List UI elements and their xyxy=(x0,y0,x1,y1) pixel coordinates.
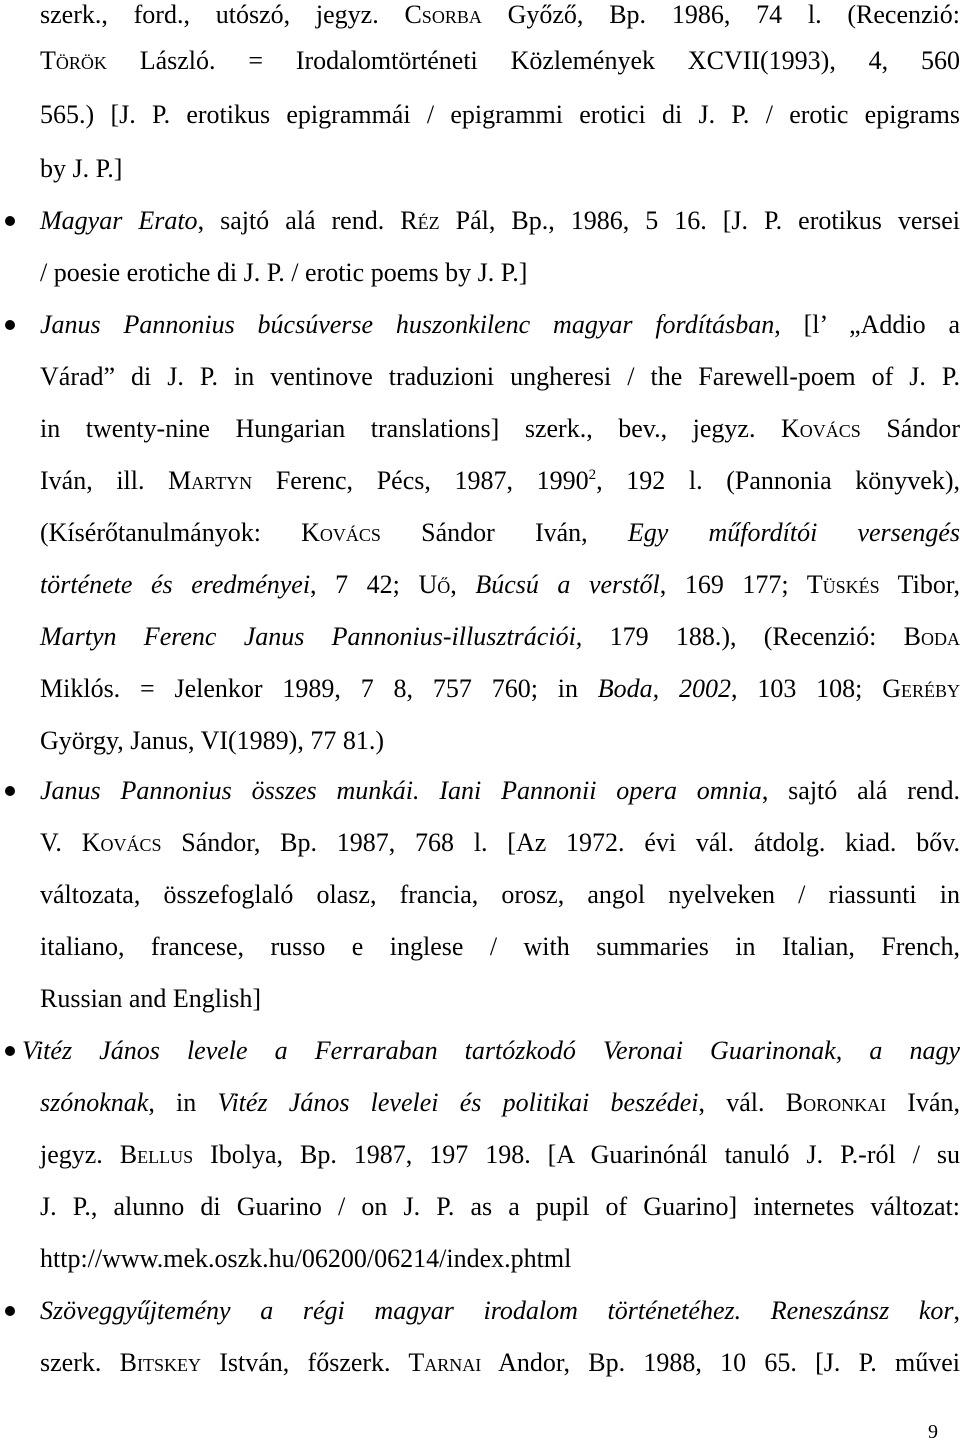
text-line: Martyn Ferenc Janus Pannonius-illusztrációi, 179 188.), (Recenzió: Boda xyxy=(40,622,960,651)
bullet-icon xyxy=(5,786,15,796)
url-link[interactable]: http://www.mek.oszk.hu/06200/06214/index.phtml xyxy=(40,1244,572,1273)
text-line: 565.) [J. P. erotikus epigrammái / epigrammi erotici di J. P. / erotic epigrams xyxy=(40,100,960,129)
text-line: by J. P.] xyxy=(40,154,123,183)
text-line: Szöveggyűjtemény a régi magyar irodalom történetéhez. Reneszánsz kor, xyxy=(40,1296,960,1325)
text-line: története és eredményei, 7 42; Uő, Búcsú a verstől, 169 177; Tüskés Tibor, xyxy=(40,570,960,599)
text-line: szónoknak, in Vitéz János levelei és politikai beszédei, vál. Boronkai Iván, xyxy=(40,1088,960,1117)
text-line: Janus Pannonius búcsúverse huszonkilenc magyar fordításban, [l’ „Addio a xyxy=(40,310,960,339)
text-line: Magyar Erato, sajtó alá rend. Réz Pál, Bp., 1986, 5 16. [J. P. erotikus versei xyxy=(40,206,960,235)
text-line: Török László. = Irodalomtörténeti Közlemények XCVII(1993), 4, 560 xyxy=(40,46,960,75)
text-line: György, Janus, VI(1989), 77 81.) xyxy=(40,726,384,755)
text-line: Janus Pannonius összes munkái. Iani Pannonii opera omnia, sajtó alá rend. xyxy=(40,776,960,805)
page-number: 9 xyxy=(928,1421,938,1443)
text-line: Várad” di J. P. in ventinove traduzioni ungheresi / the Farewell-poem of J. P. xyxy=(40,362,960,391)
text-line: (Kísérőtanulmányok: Kovács Sándor Iván, Egy műfordítói versengés xyxy=(40,518,960,547)
text-line: Russian and English] xyxy=(40,984,261,1013)
text-line: Iván, ill. Martyn Ferenc, Pécs, 1987, 1990$^2$, 192 l. (Pannonia könyvek), xyxy=(40,466,960,495)
text-line: Vitéz János levele a Ferraraban tartózkodó Veronai Guarinonak, a nagy xyxy=(22,1036,960,1065)
text-line: / poesie erotiche di J. P. / erotic poems by J. P.] xyxy=(40,258,528,287)
text-line: Miklós. = Jelenkor 1989, 7 8, 757 760; in Boda, 2002, 103 108; Geréby xyxy=(40,674,960,703)
text-line: italiano, francese, russo e inglese / with summaries in Italian, French, xyxy=(40,932,960,961)
text-line: in twenty-nine Hungarian translations] szerk., bev., jegyz. Kovács Sándor xyxy=(40,414,960,443)
bullet-icon xyxy=(5,320,15,330)
text-line: szerk. Bitskey István, főszerk. Tarnai Andor, Bp. 1988, 10 65. [J. P. művei xyxy=(40,1348,960,1377)
bullet-icon xyxy=(5,216,15,226)
text-line: J. P., alunno di Guarino / on J. P. as a pupil of Guarino] internetes változat: xyxy=(40,1192,960,1221)
text-line: változata, összefoglaló olasz, francia, orosz, angol nyelveken / riassunti in xyxy=(40,880,960,909)
text-line: jegyz. Bellus Ibolya, Bp. 1987, 197 198. [A Guarinónál tanuló J. P.-ról / su xyxy=(40,1140,960,1169)
text-line: V. Kovács Sándor, Bp. 1987, 768 l. [Az 1972. évi vál. átdolg. kiad. bőv. xyxy=(40,828,960,857)
bullet-icon xyxy=(5,1306,15,1316)
bullet-icon xyxy=(5,1046,15,1056)
text-line: szerk., ford., utószó, jegyz. Csorba Győző, Bp. 1986, 74 l. (Recenzió: xyxy=(40,0,960,29)
